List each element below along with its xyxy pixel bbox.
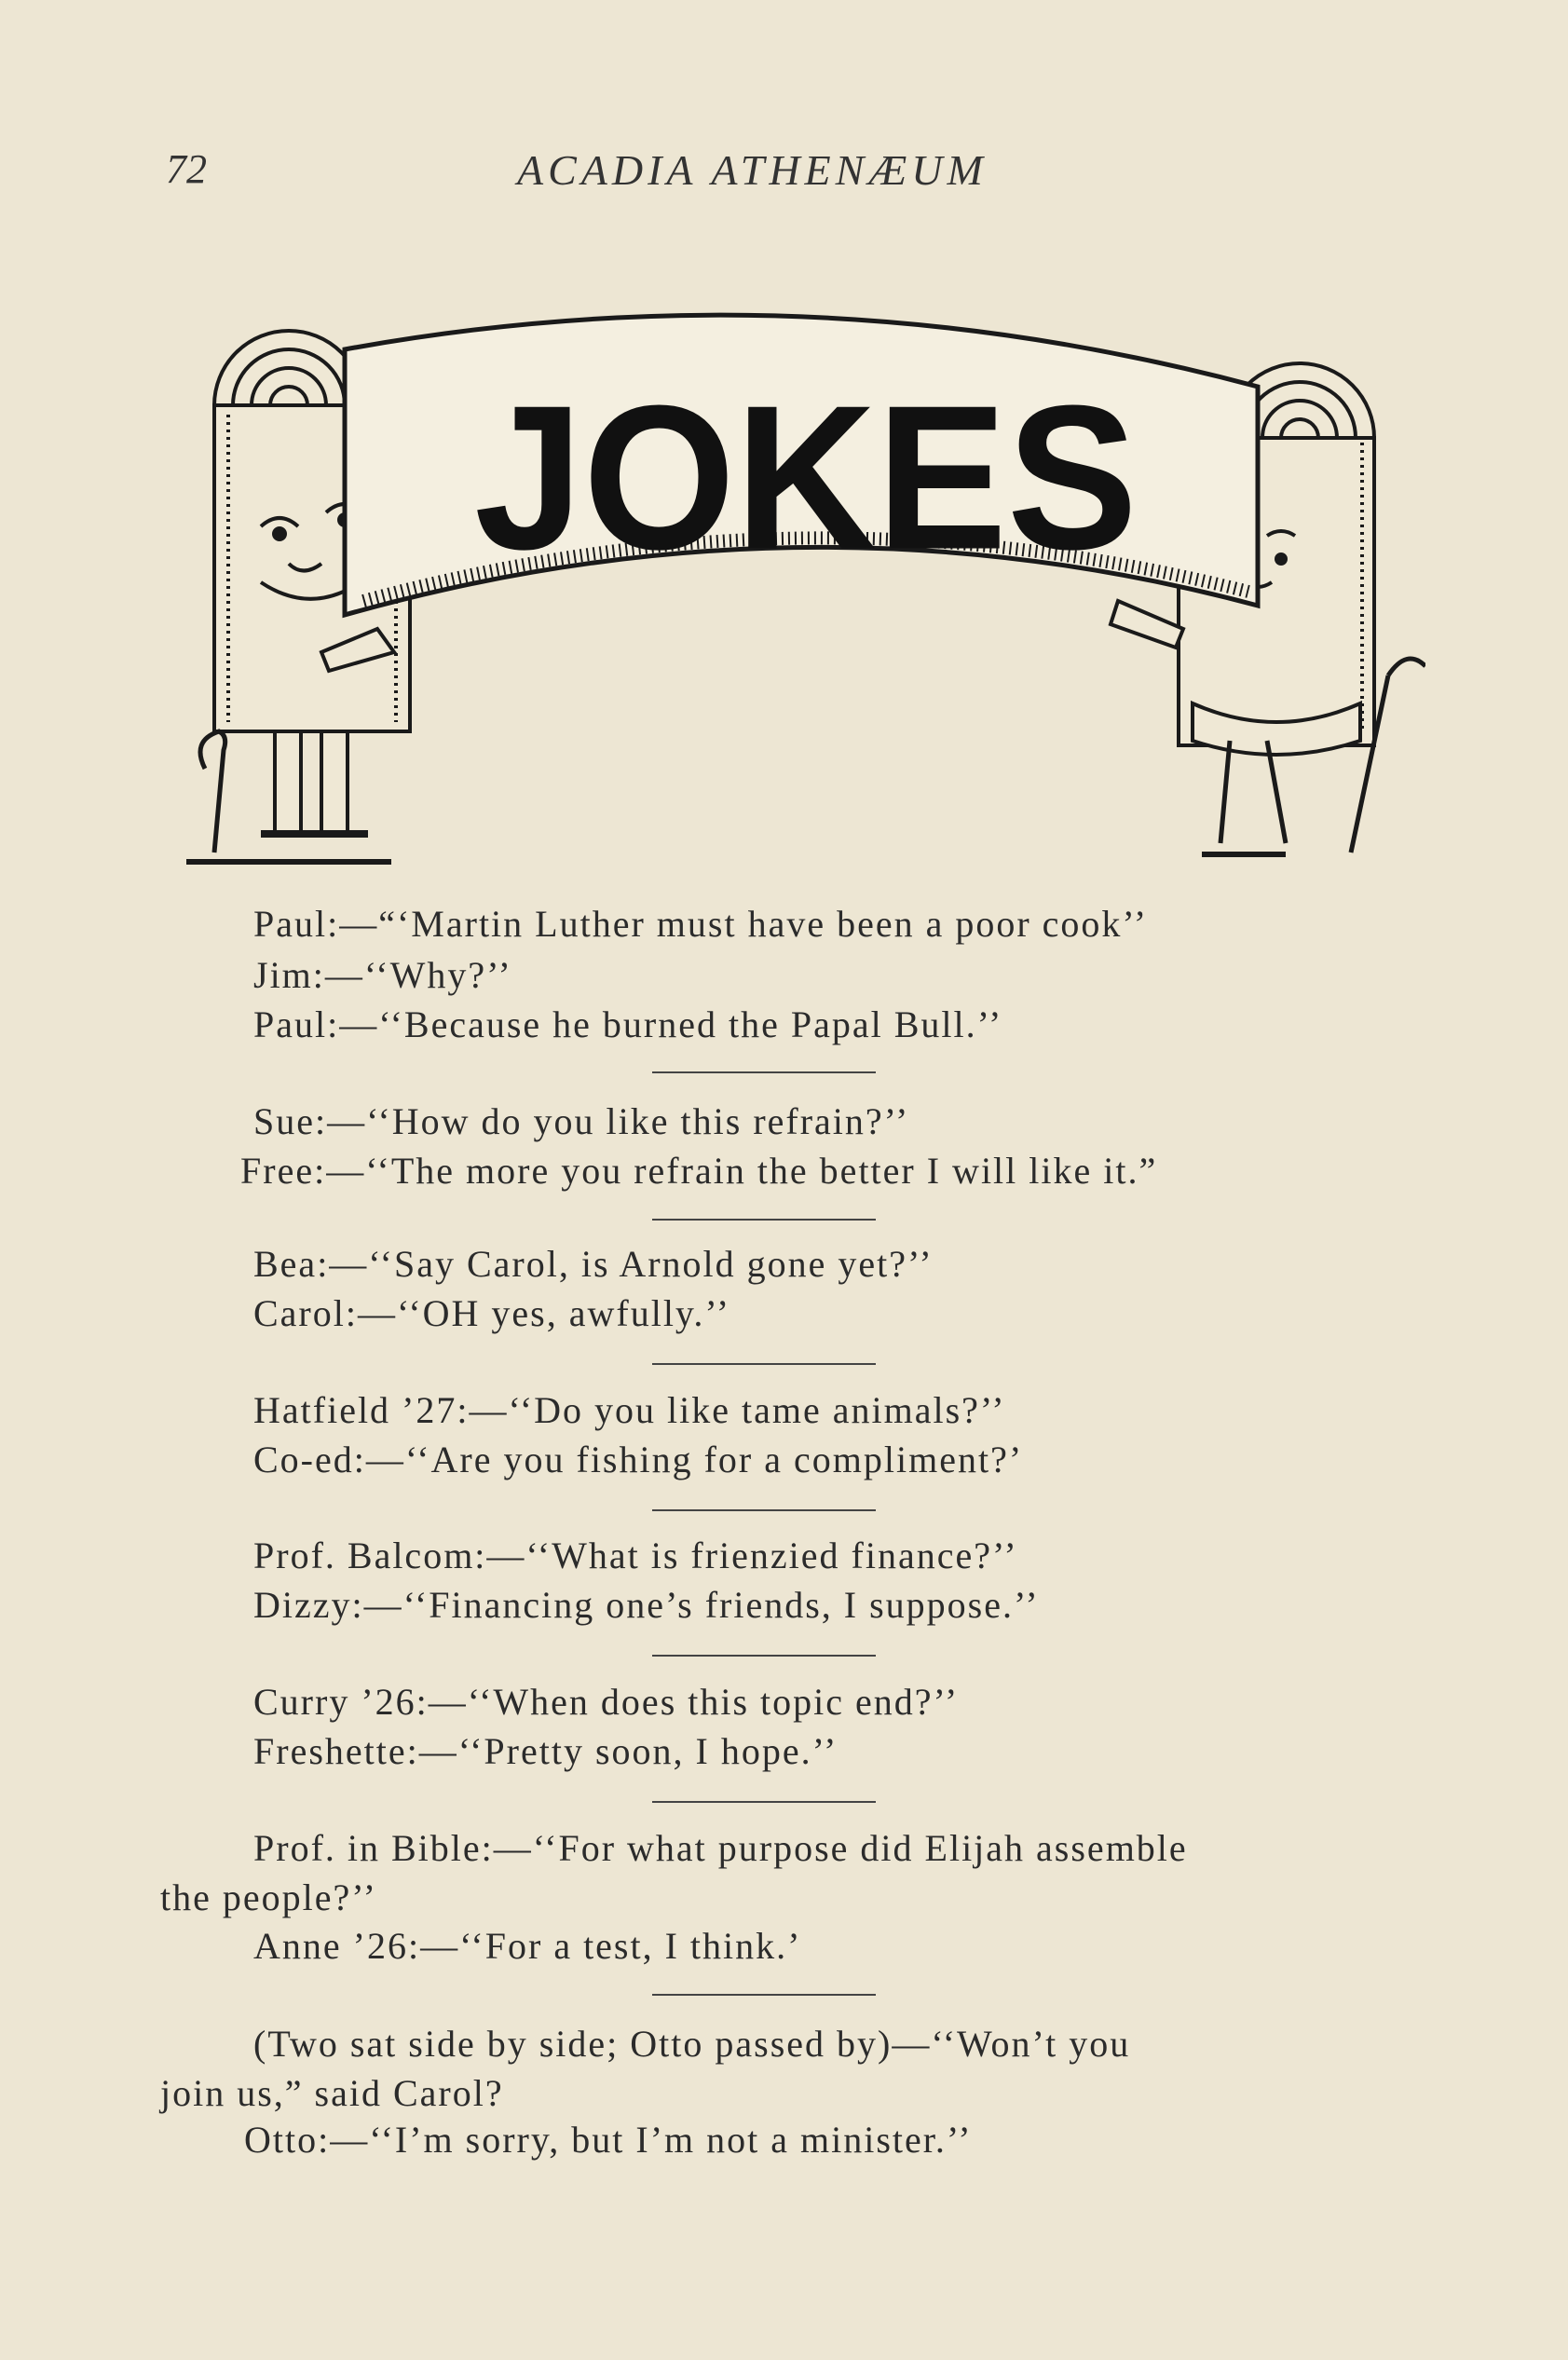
joke-separator — [652, 1655, 876, 1657]
joke-line: Bea:—‘‘Say Carol, is Arnold gone yet?’’ — [253, 1243, 934, 1285]
joke-line: Curry ’26:—‘‘When does this topic end?’’ — [253, 1681, 960, 1723]
joke-line: the people?’’ — [160, 1876, 377, 1918]
page-number: 72 — [166, 146, 207, 192]
running-title: ACADIA ATHENÆUM — [517, 146, 988, 194]
joke-separator — [652, 1801, 876, 1803]
joke-line: Otto:—‘‘I’m sorry, but I’m not a minister.’’ — [244, 2119, 973, 2161]
joke-line: Anne ’26:—‘‘For a test, I think.’ — [253, 1925, 802, 1967]
joke-line: Freshette:—‘‘Pretty soon, I hope.’’ — [253, 1730, 839, 1772]
joke-separator — [652, 1363, 876, 1365]
joke-separator — [652, 1509, 876, 1511]
joke-line: Paul:—‘‘Because he burned the Papal Bull.’’ — [253, 1003, 1003, 1045]
joke-separator — [652, 1071, 876, 1073]
joke-separator — [652, 1219, 876, 1221]
joke-line: Paul:—“‘Martin Luther must have been a poor cook’’ — [253, 903, 1149, 945]
joke-line: Prof. Balcom:—‘‘What is frienzied finance?’’ — [253, 1535, 1018, 1576]
joke-line: Free:—‘‘The more you refrain the better I will like it.” — [240, 1150, 1158, 1192]
joke-line: Dizzy:—‘‘Financing one’s friends, I suppose.’’ — [253, 1584, 1040, 1626]
jokes-banner-illustration — [186, 284, 1425, 876]
joke-line: Hatfield ’27:—‘‘Do you like tame animals?’’ — [253, 1389, 1006, 1431]
page-header — [0, 140, 1568, 205]
joke-line: join us,” said Carol? — [160, 2072, 504, 2114]
banner-title: JOKES — [474, 362, 1138, 593]
joke-line: Prof. in Bible:—‘‘For what purpose did Elijah assemble — [253, 1827, 1188, 1869]
joke-line: Jim:—‘‘Why?’’ — [253, 954, 512, 996]
joke-line: Co-ed:—‘‘Are you fishing for a compliment?’ — [253, 1439, 1024, 1480]
joke-separator — [652, 1994, 876, 1996]
joke-line: Carol:—‘‘OH yes, awfully.’’ — [253, 1292, 731, 1334]
joke-line: (Two sat side by side; Otto passed by)—‘‘Won’t you — [253, 2023, 1131, 2065]
joke-line: Sue:—‘‘How do you like this refrain?’’ — [253, 1100, 910, 1142]
